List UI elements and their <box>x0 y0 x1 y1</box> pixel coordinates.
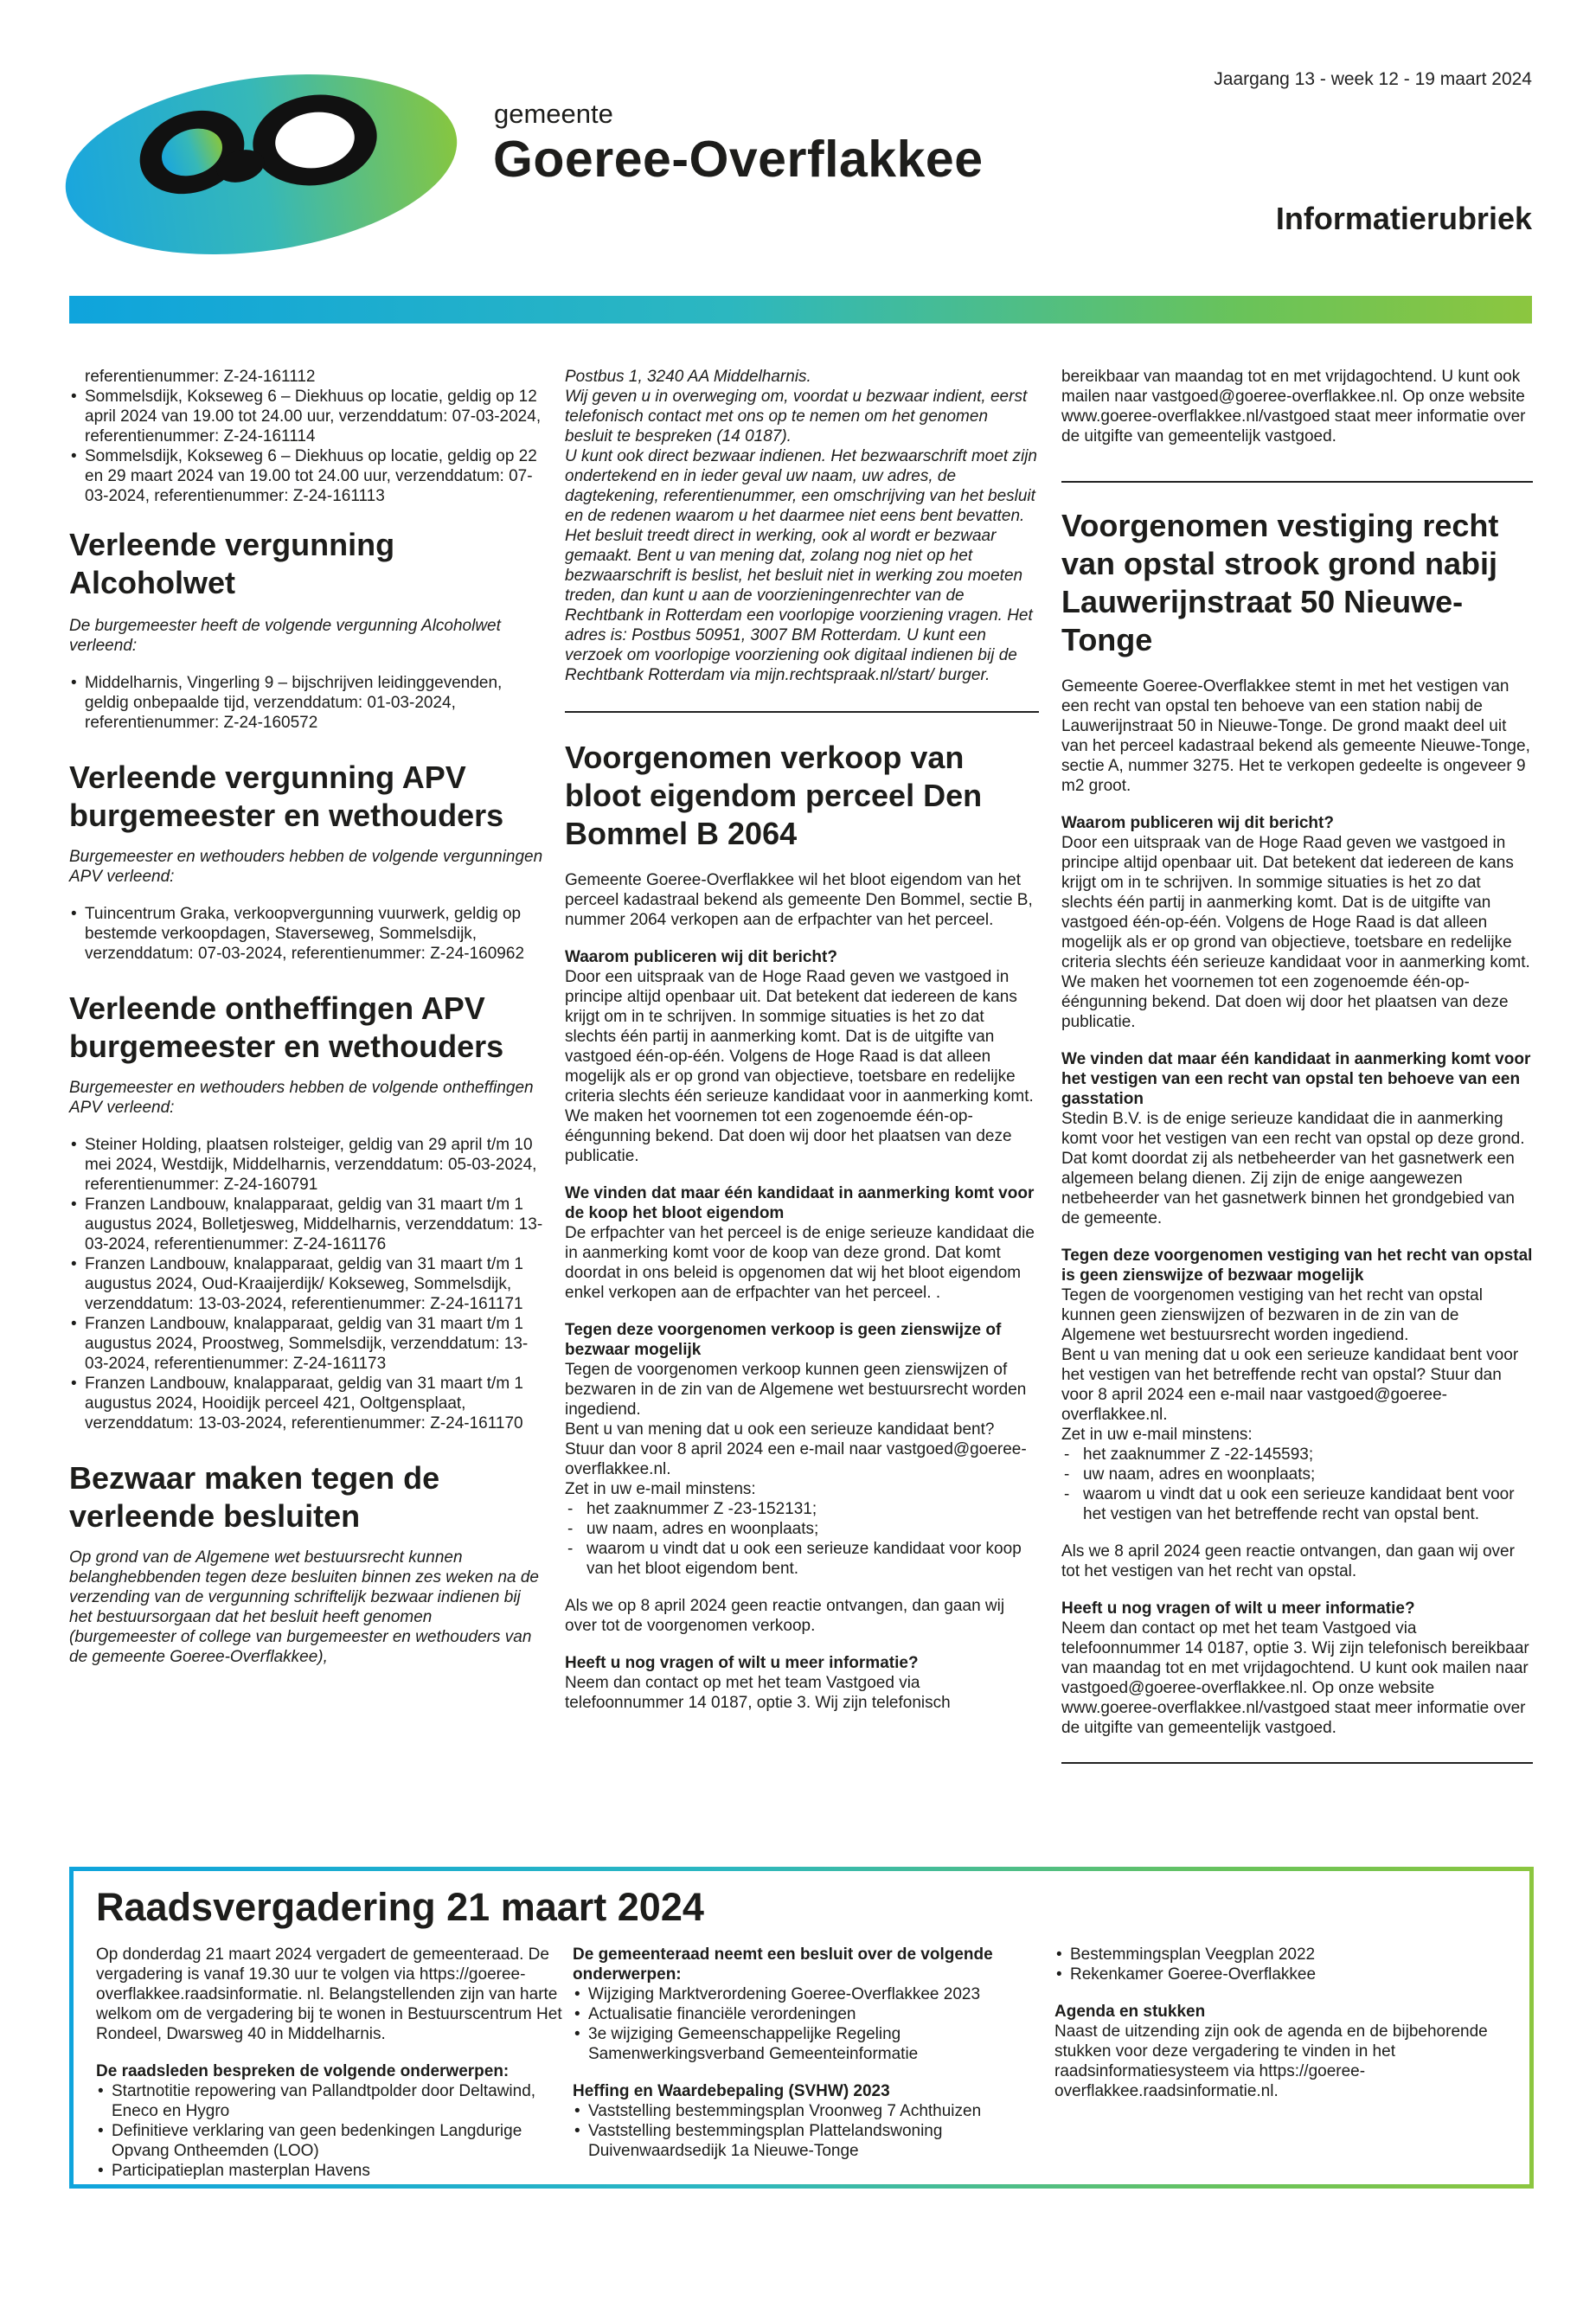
raad-svhw-list <box>573 2101 1044 2161</box>
list-apv-ontheffingen <box>69 1135 543 1433</box>
list-item: • Rekenkamer Goeree-Overflakkee <box>1054 1965 1513 1984</box>
intro-opstal: Gemeente Goeree-Overflakkee stemt in met het vestigen van een recht van opstal ten behoeve van een station nabij de Lauwerijnstraat 50 in Nieuwe-Tonge. De grond maakt deel uit van het perceel kadastraal bekend als gemeente Nieuwe-Tonge, sectie A, nummer 3275. Het te verkopen gedeelte is ongeveer 9 m2 groot. <box>1061 677 1530 795</box>
paragraph: Door een uitspraak van de Hoge Raad geven we vastgoed in principe altijd openbaar uit. Dat betekent dat iedereen de kans krijgt om in te schrijven. In sommige situaties is het zo dat slechts één partij in aanmerking komt. Dat is de uitgifte van vastgoed één-op-één. Volgens de Hoge Raad is dat alleen mogelijk als er op grond van objectieve, toetsbare en redelijke criteria slechts één serieuze kandidaat voor in aanmerking komt. <box>1061 834 1530 971</box>
paragraph: Zet in uw e-mail minstens: <box>1061 1426 1253 1444</box>
list-item: • Vaststelling bestemmingsplan Vroonweg 7 Achthuizen <box>573 2101 1044 2121</box>
section-title: Informatierubriek <box>1275 201 1532 236</box>
bezwaar-continued: Wij geven u in overweging om, voordat u bezwaar indient, eerst telefonisch contact met ons op te nemen om het genomen besluit te bespreken (14 0187). <box>565 388 1028 445</box>
municipality-name: Goeree-Overflakkee <box>493 131 984 188</box>
list-item: • Wijziging Marktverordening Goeree-Overflakkee 2023 <box>573 1984 1044 2004</box>
list-item: • Franzen Landbouw, knalapparaat, geldig van 31 maart t/m 1 augustus 2024, Proostweg, Sommelsdijk, verzenddatum: 13-03-2024, referentienummer: Z-24-161173 <box>69 1314 543 1374</box>
subheading: We vinden dat maar één kandidaat in aanmerking komt voor de koop het bloot eigendom <box>565 1184 1035 1222</box>
list-item: • Sommelsdijk, Kokseweg 6 – Diekhuus op locatie, geldig op 22 en 29 maart 2024 van 19.00 tot 24.00 uur, verzenddatum: 07-03-2024, referentienummer: Z-24-161113 <box>69 446 543 506</box>
raadsvergadering-box <box>69 1867 1534 2189</box>
list-item: • 3e wijziging Gemeenschappelijke Regeling Samenwerkingsverband Gemeenteinformatie <box>573 2024 1044 2064</box>
subheading: De gemeenteraad neemt een besluit over de volgende onderwerpen: <box>573 1945 993 1984</box>
heading-apv-ontheffingen: Verleende ontheffingen APV burgemeester en wethouders <box>69 990 504 1064</box>
raadsvergadering-title: Raadsvergadering 21 maart 2024 <box>96 1885 704 1929</box>
paragraph: Bent u van mening dat u ook een serieuze kandidaat bent? Stuur dan voor 8 april 2024 een e-mail naar vastgoed@goeree-overflakkee.nl. <box>565 1420 1027 1478</box>
subheading: Waarom publiceren wij dit bericht? <box>1061 814 1334 832</box>
list-item: - waarom u vindt dat u ook een serieuze kandidaat bent voor het vestigen van het betreffende recht van opstal bent. <box>1061 1484 1533 1524</box>
paragraph: Bent u van mening dat u ook een serieuze kandidaat bent voor het vestigen van het betreffende recht van opstal? Stuur dan voor 8 april 2024 een e-mail naar vastgoed@goeree-overflakkee.nl. <box>1061 1346 1519 1424</box>
paragraph: Als we op 8 april 2024 geen reactie ontvangen, dan gaan wij over tot de voorgenomen verkoop. <box>565 1597 1005 1635</box>
bezwaar-continued: Postbus 1, 3240 AA Middelharnis. <box>565 368 811 386</box>
requirements-list <box>565 1499 1038 1579</box>
column-1 <box>69 367 543 1837</box>
subheading: Agenda en stukken <box>1054 2003 1206 2021</box>
paragraph: Zet in uw e-mail minstens: <box>565 1480 756 1498</box>
list-item: - waarom u vindt dat u ook een serieuze kandidaat voor koop van het bloot eigendom bent. <box>565 1539 1038 1579</box>
divider <box>1061 481 1533 483</box>
list-item: • Vaststelling bestemmingsplan Plattelandswoning Duivenwaardsedijk 1a Nieuwe-Tonge <box>573 2121 1044 2161</box>
header-gradient-bar <box>69 296 1532 324</box>
list-item: • Sommelsdijk, Kokseweg 6 – Diekhuus op locatie, geldig op 12 april 2024 van 19.00 tot 24.00 uur, verzenddatum: 07-03-2024, referentienummer: Z-24-161114 <box>69 387 543 446</box>
requirements-list <box>1061 1445 1533 1524</box>
subheading: De raadsleden bespreken de volgende onderwerpen: <box>96 2062 510 2080</box>
gemeente-label: gemeente <box>494 99 613 129</box>
raad-column-2 <box>573 1945 1044 2161</box>
list-item: • Tuincentrum Graka, verkoopvergunning vuurwerk, geldig op bestemde verkoopdagen, Staverseweg, Sommelsdijk, verzenddatum: 07-03-2024, referentienummer: Z-24-160962 <box>69 904 543 964</box>
paragraph: Neem dan contact op met het team Vastgoed via telefoonnummer 14 0187, optie 3. Wij zijn telefonisch bereikbaar van maandag tot en met vrijdagochtend. U kunt ook mailen naar vastgoed@goeree-overflakkee.nl. Op onze website www.goeree-overflakkee.nl/vastgoed staat meer informatie over de uitgifte van gemeentelijk vastgoed. <box>1061 1619 1529 1737</box>
edition-line: Jaargang 13 - week 12 - 19 maart 2024 <box>1214 69 1532 89</box>
paragraph: We maken het voornemen tot een zogenoemde één-op-ééngunning bekend. Dat doen wij door het plaatsen van deze publicatie. <box>565 1107 1012 1165</box>
list-item: • Participatieplan masterplan Havens <box>96 2161 563 2181</box>
intro-apv-vergunning: Burgemeester en wethouders hebben de volgende vergunningen APV verleend: <box>69 848 543 886</box>
raad-besluit-list <box>573 1984 1044 2064</box>
divider <box>1061 1762 1533 1764</box>
paragraph: De erfpachter van het perceel is de enige serieuze kandidaat die in aanmerking komt voor de koop van deze grond. Dat komt doordat in ons beleid is opgenomen dat wij het bloot eigendom enkel verkopen aan de erfpachter van het perceel. . <box>565 1224 1035 1302</box>
bezwaar-continued: Het besluit treedt direct in werking, ook al wordt er bezwaar gemaakt. Bent u van mening dat, zolang nog niet op het bezwaarschrift is beslist, het besluit niet in werking zou moeten treden, dan kunt u aan de voorzieningenrechter van de Rechtbank in Rotterdam een voorlopige voorziening vragen. Het adres is: Postbus 50951, 3007 BM Rotterdam. U kunt een verzoek om voorlopige voorziening ook digitaal indienen bij de Rechtbank Rotterdam via mijn.rechtspraak.nl/start/ burger. <box>565 527 1033 684</box>
paragraph: We maken het voornemen tot een zogenoemde één-op-ééngunning bekend. Dat doen wij door het plaatsen van deze publicatie. <box>1061 973 1509 1031</box>
continued-list <box>69 387 543 506</box>
subheading: We vinden dat maar één kandidaat in aanmerking komt voor het vestigen van een recht van opstal ten behoeve van een gasstation <box>1061 1050 1531 1108</box>
raad-intro: Op donderdag 21 maart 2024 vergadert de gemeenteraad. De vergadering is vanaf 19.30 uur te volgen via https://goeree-overflakkee.raadsinformatie. nl. Belangstellenden zijn van harte welkom om de vergadering bij te wonen in Bestuurscentrum Het Rondeel, Dwarsweg 40 in Middelharnis. <box>96 1945 562 2043</box>
subheading: Tegen deze voorgenomen vestiging van het recht van opstal is geen zienswijze of bezwaar mogelijk <box>1061 1247 1533 1285</box>
subheading: Heeft u nog vragen of wilt u meer informatie? <box>565 1654 919 1672</box>
raad-overig-list <box>1054 1945 1513 1984</box>
list-item: • Steiner Holding, plaatsen rolsteiger, geldig van 29 april t/m 10 mei 2024, Westdijk, Middelharnis, verzenddatum: 05-03-2024, referentienummer: Z-24-160791 <box>69 1135 543 1195</box>
list-item: - het zaaknummer Z -22-145593; <box>1061 1445 1533 1465</box>
raad-column-1 <box>96 1945 563 2181</box>
list-item: - uw naam, adres en woonplaats; <box>1061 1465 1533 1484</box>
raad-agenda: Naast de uitzending zijn ook de agenda en de bijbehorende stukken voor deze vergadering te vinden in het raadsinformatiesysteem via https://goeree-overflakkee.raadsinformatie.nl. <box>1054 2022 1488 2100</box>
divider <box>565 711 1039 713</box>
paragraph: Tegen de voorgenomen vestiging van het recht van opstal kunnen geen zienswijzen of bezwaren in de zin van de Algemene wet bestuursrecht worden ingediend. <box>1061 1286 1483 1344</box>
subheading: Heeft u nog vragen of wilt u meer informatie? <box>1061 1599 1415 1618</box>
list-alcoholwet <box>69 673 543 733</box>
subheading: Tegen deze voorgenomen verkoop is geen zienswijze of bezwaar mogelijk <box>565 1321 1002 1359</box>
intro-verkoop: Gemeente Goeree-Overflakkee wil het bloot eigendom van het perceel kadastraal bekend als gemeente Den Bommel, sectie B, nummer 2064 verkopen aan de erfpachter van het perceel. <box>565 871 1033 929</box>
heading-alcoholwet: Verleende vergunning Alcoholwet <box>69 527 395 600</box>
list-item: • Middelharnis, Vingerling 9 – bijschrijven leidinggevenden, geldig onbepaalde tijd, verzenddatum: 01-03-2024, referentienummer: Z-24-160572 <box>69 673 543 733</box>
heading-apv-vergunning: Verleende vergunning APV burgemeester en wethouders <box>69 760 504 833</box>
continued-reference: referentienummer: Z-24-161112 <box>85 368 316 386</box>
paragraph: Door een uitspraak van de Hoge Raad geven we vastgoed in principe altijd openbaar uit. Dat betekent dat iedereen de kans krijgt om in te schrijven. In sommige situaties is het zo dat slechts één partij in aanmerking komt. Dat is de uitgifte van vastgoed één-op-één. Volgens de Hoge Raad is dat alleen mogelijk als er op grond van objectieve, toetsbare en redelijke criteria slechts één serieuze kandidaat voor in aanmerking komt. <box>565 968 1034 1106</box>
subheading: Waarom publiceren wij dit bericht? <box>565 948 837 966</box>
column-3 <box>1061 367 1533 1837</box>
list-item: • Startnotitie repowering van Pallandtpolder door Deltawind, Eneco en Hygro <box>96 2081 563 2121</box>
vastgoed-continued: bereikbaar van maandag tot en met vrijdagochtend. U kunt ook mailen naar vastgoed@goeree-overflakkee.nl. Op onze website www.goeree-overflakkee.nl/vastgoed staat meer informatie over de uitgifte van gemeentelijk vastgoed. <box>1061 368 1526 445</box>
list-item: - uw naam, adres en woonplaats; <box>565 1519 1038 1539</box>
intro-apv-ontheffingen: Burgemeester en wethouders hebben de volgende ontheffingen APV verleend: <box>69 1079 534 1117</box>
subheading: Heffing en Waardebepaling (SVHW) 2023 <box>573 2082 890 2100</box>
list-item: - het zaaknummer Z -23-152131; <box>565 1499 1038 1519</box>
paragraph: Als we 8 april 2024 geen reactie ontvangen, dan gaan wij over tot het vestigen van het recht van opstal. <box>1061 1542 1515 1580</box>
paragraph: Neem dan contact op met het team Vastgoed via telefoonnummer 14 0187, optie 3. Wij zijn telefonisch <box>565 1674 951 1712</box>
heading-bezwaar: Bezwaar maken tegen de verleende besluiten <box>69 1460 440 1534</box>
list-item: • Definitieve verklaring van geen bedenkingen Langdurige Opvang Ontheemden (LOO) <box>96 2121 563 2161</box>
heading-opstal: Voorgenomen vestiging recht van opstal strook grond nabij Lauwerijnstraat 50 Nieuwe-Tonge <box>1061 508 1499 657</box>
municipality-logo <box>62 69 460 258</box>
list-item: • Actualisatie financiële verordeningen <box>573 2004 1044 2024</box>
raad-bespreken-list <box>96 2081 563 2181</box>
list-item: • Franzen Landbouw, knalapparaat, geldig van 31 maart t/m 1 augustus 2024, Bolletjesweg, Middelharnis, verzenddatum: 13-03-2024, referentienummer: Z-24-161176 <box>69 1195 543 1254</box>
text-bezwaar: Op grond van de Algemene wet bestuursrecht kunnen belanghebbenden tegen deze besluiten binnen zes weken na de verzending van de vergunning schriftelijk bezwaar indienen bij het bestuursorgaan dat het besluit heeft genomen (burgemeester of college van burgemeester en wethouders van de gemeente Goeree-Overflakkee), <box>69 1548 540 1666</box>
intro-alcoholwet: De burgemeester heeft de volgende vergunning Alcoholwet verleend: <box>69 617 501 655</box>
list-item: • Franzen Landbouw, knalapparaat, geldig van 31 maart t/m 1 augustus 2024, Oud-Kraaijerdijk/ Kokseweg, Sommelsdijk, verzenddatum: 13-03-2024, referentienummer: Z-24-161171 <box>69 1254 543 1314</box>
column-2 <box>565 367 1038 1837</box>
paragraph: Stedin B.V. is de enige serieuze kandidaat die in aanmerking komt voor het vestigen van een recht van opstal op deze grond. Dat komt doordat zij als netbeheerder van het gasnetwerk een algemeen belang dienen. Zij zijn de enige aangewezen netbeheerder van het gasnetwerk binnen het grondgebied van de gemeente. <box>1061 1110 1525 1227</box>
list-item: • Franzen Landbouw, knalapparaat, geldig van 31 maart t/m 1 augustus 2024, Hooidijk perceel 421, Ooltgensplaat, verzenddatum: 13-03-2024, referentienummer: Z-24-161170 <box>69 1374 543 1433</box>
raad-column-3 <box>1054 1945 1513 2101</box>
list-item: • Bestemmingsplan Veegplan 2022 <box>1054 1945 1513 1965</box>
heading-verkoop: Voorgenomen verkoop van bloot eigendom perceel Den Bommel B 2064 <box>565 740 983 851</box>
paragraph: Tegen de voorgenomen verkoop kunnen geen zienswijzen of bezwaren in de zin van de Algemene wet bestuursrecht worden ingediend. <box>565 1361 1027 1419</box>
bezwaar-continued: U kunt ook direct bezwaar indienen. Het bezwaarschrift moet zijn ondertekend en in ieder geval uw naam, uw adres, de dagtekening, referentienummer, een omschrijving van het besluit en de redenen waarom u het daarmee niet eens bent bevatten. <box>565 447 1037 525</box>
list-apv-vergunning <box>69 904 543 964</box>
